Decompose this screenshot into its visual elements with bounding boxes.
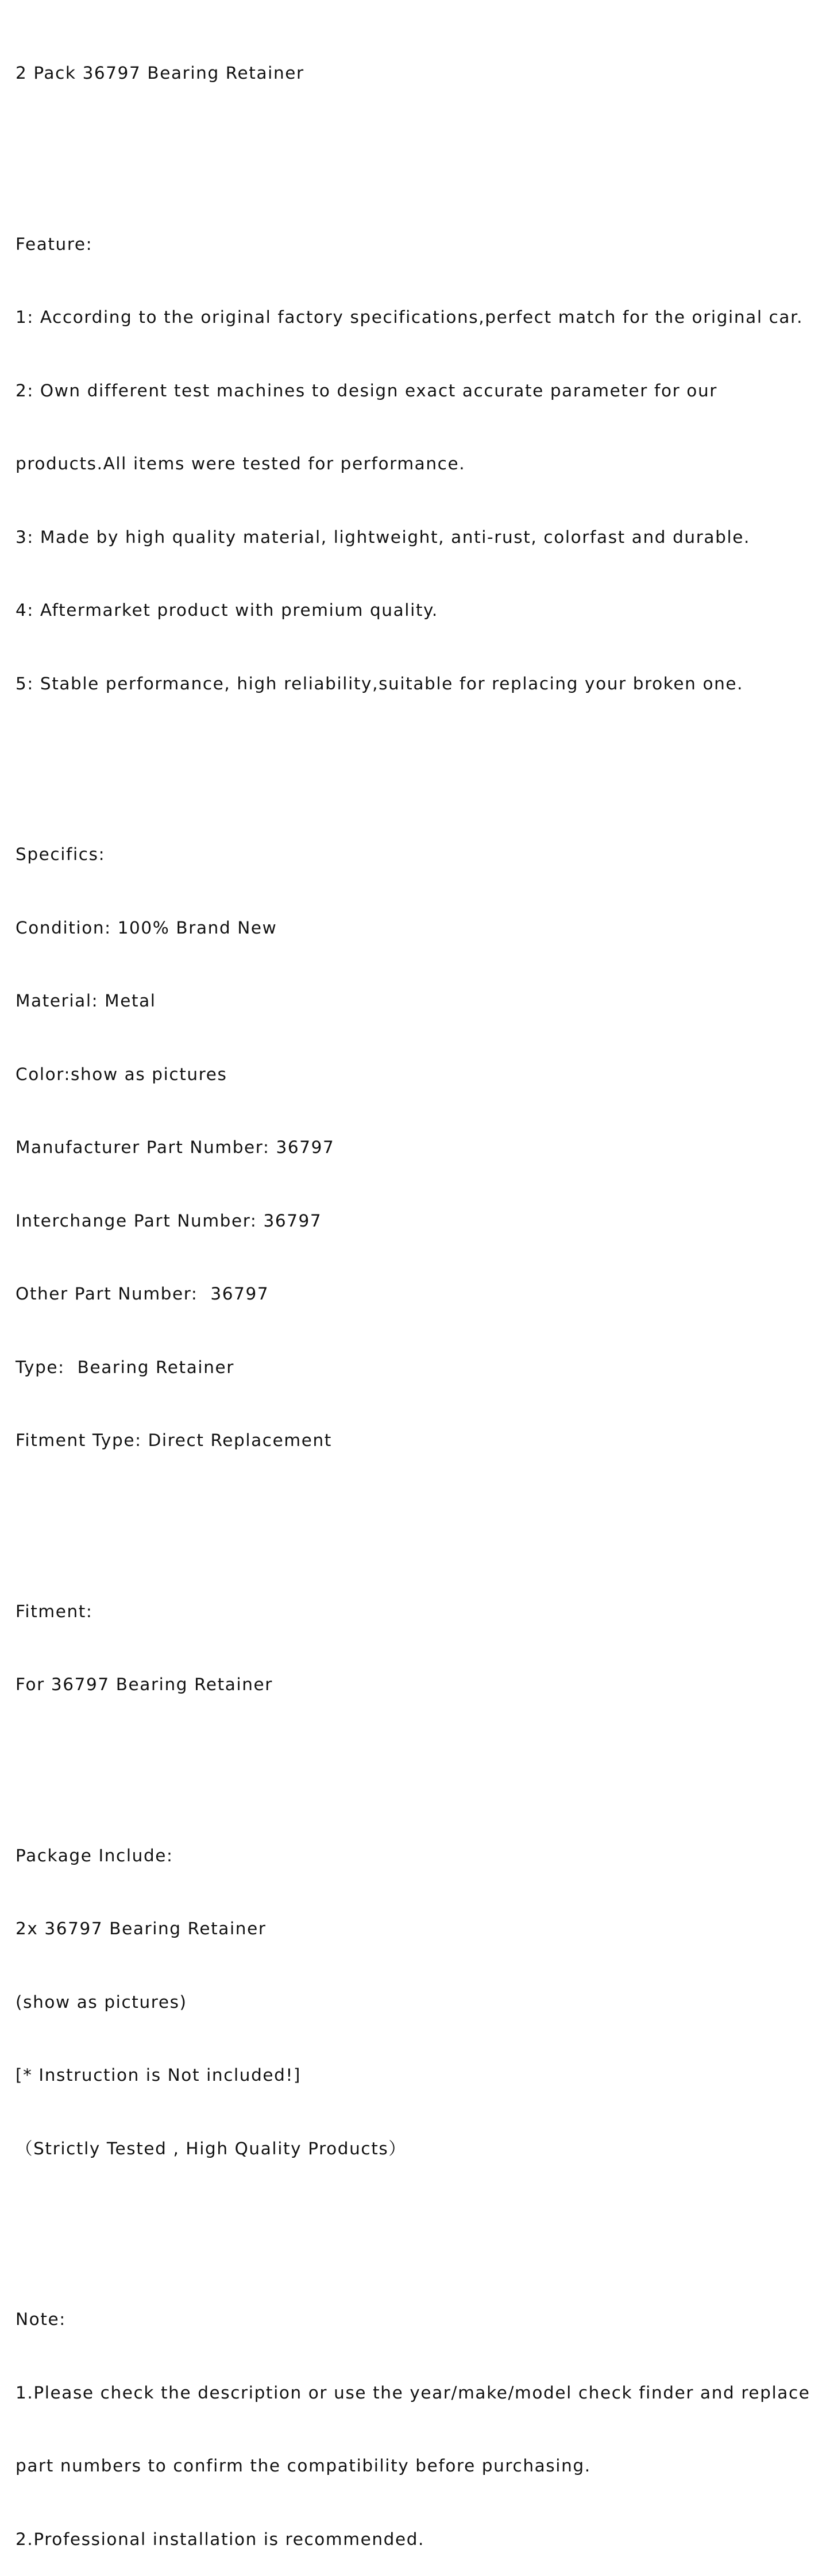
spacer — [16, 2209, 825, 2234]
feature-line: 5: Stable performance, high reliability,suitable for replacing your broken one. — [16, 673, 744, 693]
spacer — [16, 745, 825, 769]
specifics-line: Manufacturer Part Number: 36797 — [16, 1137, 335, 1157]
fitment-heading: Fitment: — [16, 1601, 93, 1621]
product-description — [16, 12, 825, 2576]
note-line: 1.Please check the description or use the year/make/model check finder and replace — [16, 2382, 810, 2403]
note-line: part numbers to confirm the compatibility before purchasing. — [16, 2456, 591, 2475]
specifics-line: Interchange Part Number: 36797 — [16, 1210, 322, 1231]
specifics-heading: Specifics: — [16, 844, 106, 864]
specifics-line: Condition: 100% Brand New — [16, 917, 277, 938]
spacer — [16, 1502, 825, 1526]
feature-heading: Feature: — [16, 234, 93, 254]
note-line: 2.Professional installation is recommended. — [16, 2529, 425, 2549]
feature-line: 1: According to the original factory specifications,perfect match for the original car. — [16, 307, 804, 327]
spacer — [16, 134, 825, 159]
feature-line: 3: Made by high quality material, lightweight, anti-rust, colorfast and durable. — [16, 527, 750, 547]
package-line: （Strictly Tested , High Quality Products） — [16, 2138, 407, 2158]
package-line: [* Instruction is Not included!] — [16, 2065, 302, 2085]
package-line: 2x 36797 Bearing Retainer — [16, 1919, 267, 1938]
feature-line: products.All items were tested for performance. — [16, 454, 466, 473]
feature-line: 2: Own different test machines to design exact accurate parameter for our — [16, 380, 717, 400]
specifics-line: Fitment Type: Direct Replacement — [16, 1430, 332, 1450]
package-heading: Package Include: — [16, 1845, 173, 1865]
specifics-line: Material: Metal — [16, 991, 156, 1011]
fitment-line: For 36797 Bearing Retainer — [16, 1675, 273, 1694]
specifics-line: Color:show as pictures — [16, 1064, 227, 1084]
specifics-line: Type: Bearing Retainer — [16, 1357, 234, 1377]
note-heading: Note: — [16, 2309, 66, 2329]
spacer — [16, 1746, 825, 1771]
specifics-line: Other Part Number: 36797 — [16, 1284, 269, 1304]
feature-line: 4: Aftermarket product with premium quality. — [16, 600, 438, 620]
package-line: (show as pictures) — [16, 1992, 187, 2012]
page-title: 2 Pack 36797 Bearing Retainer — [16, 63, 304, 83]
